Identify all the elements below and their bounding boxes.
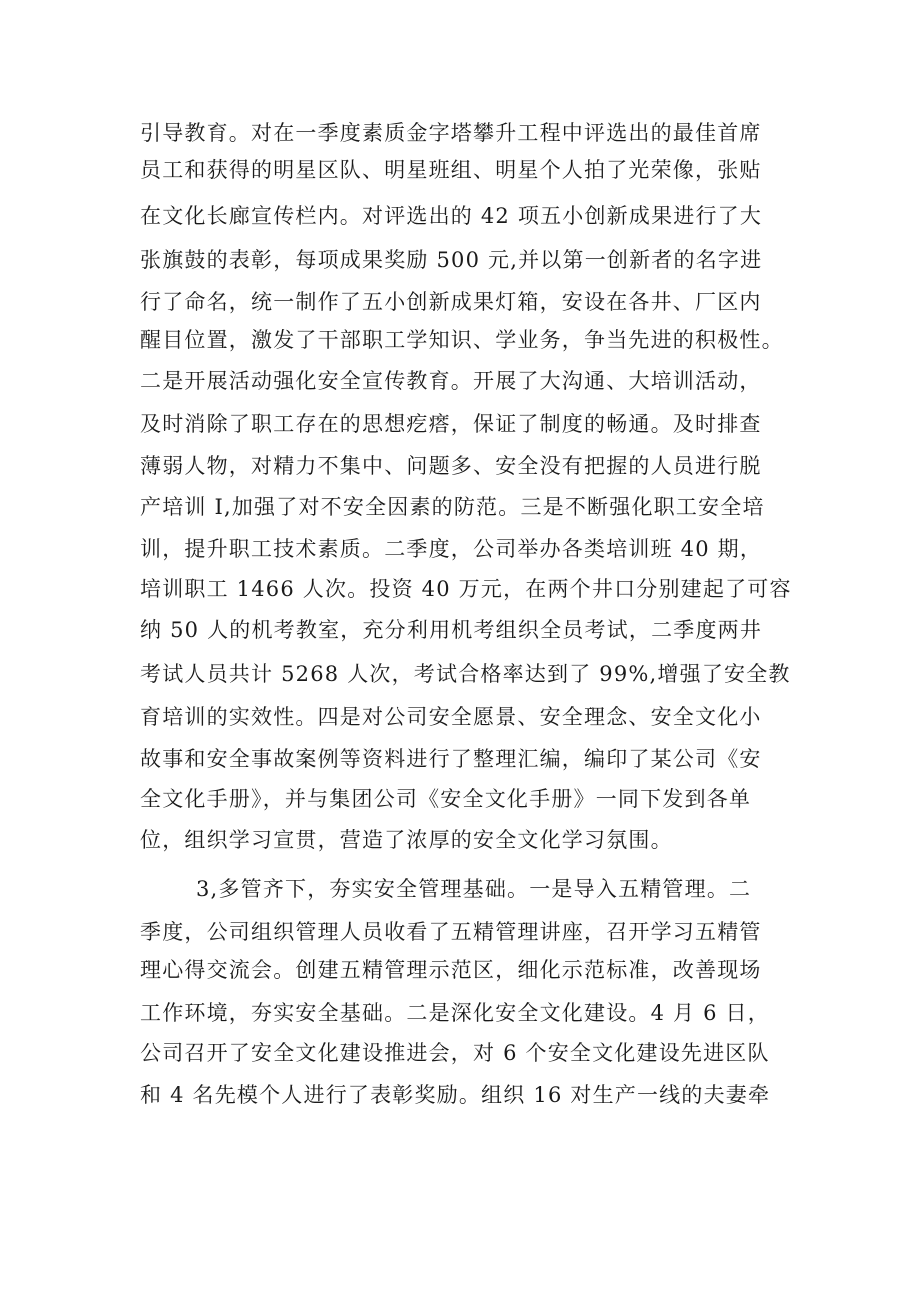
text-line: 故事和安全事故案例等资料进行了整理汇编，编印了某公司《安 xyxy=(140,747,762,771)
text-line: 培训职工 1466 人次。投资 40 万元，在两个井口分别建起了可容 xyxy=(140,577,792,601)
text-line: 训，提升职工技术素质。二季度，公司举办各类培训班 40 期， xyxy=(140,537,763,561)
text-line: 位，组织学习宣贯，营造了浓厚的安全文化学习氛围。 xyxy=(140,828,673,852)
text-line: 考试人员共计 5268 人次，考试合格率达到了 99%,增强了安全教 xyxy=(140,662,791,686)
text-line: 全文化手册》，并与集团公司《安全文化手册》一同下发到各单 xyxy=(140,787,752,811)
text-line: 二是开展活动强化安全宣传教育。开展了大沟通、大培训活动， xyxy=(140,369,762,393)
text-line: 公司召开了安全文化建设推进会，对 6 个安全文化建设先进区队 xyxy=(140,1041,770,1065)
text-line: 产培训 I,加强了对不安全因素的防范。三是不断强化职工安全培 xyxy=(140,495,765,519)
paragraph-heading-line: 3,多管齐下，夯实安全管理基础。一是导入五精管理。二 xyxy=(196,877,752,901)
text-line: 季度，公司组织管理人员收看了五精管理讲座，召开学习五精管 xyxy=(140,920,762,944)
text-line: 员工和获得的明星区队、明星班组、明星个人拍了光荣像，张贴 xyxy=(140,158,762,182)
text-line: 育培训的实效性。四是对公司安全愿景、安全理念、安全文化小 xyxy=(140,705,762,729)
text-line: 和 4 名先模个人进行了表彰奖励。组织 16 对生产一线的夫妻牵 xyxy=(140,1083,771,1107)
text-line: 及时消除了职工存在的思想疙瘩，保证了制度的畅通。及时排查 xyxy=(140,412,762,436)
text-line: 在文化长廊宣传栏内。对评选出的 42 项五小创新成果进行了大 xyxy=(140,204,763,228)
text-line: 纳 50 人的机考教室，充分利用机考组织全员考试，二季度两井 xyxy=(140,618,763,642)
text-line: 薄弱人物，对精力不集中、问题多、安全没有把握的人员进行脱 xyxy=(140,454,762,478)
text-line: 醒目位置，激发了干部职工学知识、学业务，争当先进的积极性。 xyxy=(140,328,784,352)
text-line: 工作环境，夯实安全基础。二是深化安全文化建设。4 月 6 日， xyxy=(140,1001,770,1025)
text-line: 行了命名，统一制作了五小创新成果灯箱，安设在各井、厂区内 xyxy=(140,290,762,314)
text-line: 理心得交流会。创建五精管理示范区，细化示范标准，改善现场 xyxy=(140,958,762,982)
text-line: 引导教育。对在一季度素质金字塔攀升工程中评选出的最佳首席 xyxy=(140,121,762,145)
text-line: 张旗鼓的表彰，每项成果奖励 500 元,并以第一创新者的名字进 xyxy=(140,248,763,272)
